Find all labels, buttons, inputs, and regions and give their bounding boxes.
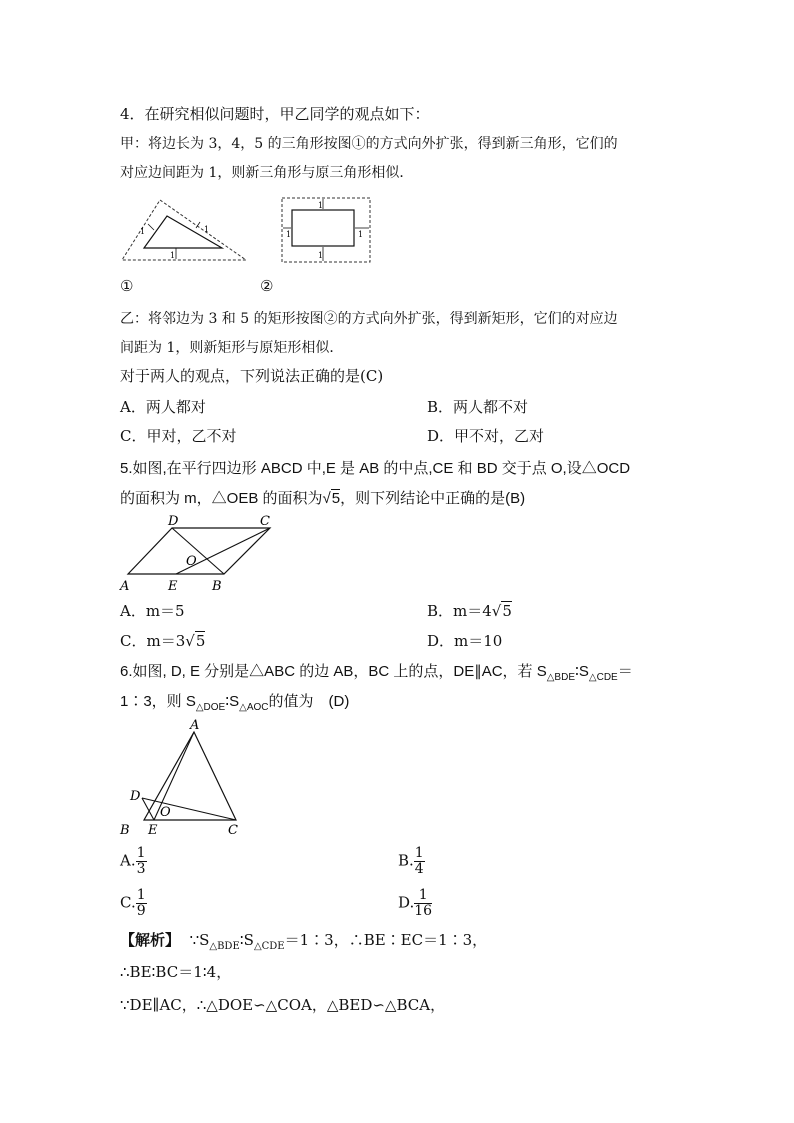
label-e: E bbox=[148, 823, 158, 838]
gap-label: 1 bbox=[170, 251, 176, 260]
q5-option-a: A．m＝5 bbox=[120, 602, 185, 620]
label-a: A bbox=[120, 579, 130, 594]
label-c: C bbox=[228, 823, 238, 838]
analysis-line2: ∴BE∶BC＝1∶4， bbox=[120, 963, 232, 981]
q6-option-a: A. $\frac{1}{3}$ bbox=[120, 845, 146, 877]
gap-label: 1 bbox=[286, 230, 292, 239]
label-c: C bbox=[260, 514, 270, 529]
outer-rectangle bbox=[282, 198, 370, 262]
label-o: O bbox=[160, 805, 171, 820]
gap-label: 1 bbox=[358, 230, 364, 239]
q6-option-b: B. $\frac{1}{4}$ bbox=[398, 845, 424, 877]
analysis-line1: 【解析】 $\because S_{\triangle BDE}∶S_{\triangle CDE}=1∶3$，∴BE∶EC＝1∶3， bbox=[120, 931, 488, 952]
q4-option-b: B．两人都不对 bbox=[427, 398, 529, 416]
figure-2-rectangles bbox=[280, 196, 372, 266]
q4-option-c: C．甲对，乙不对 bbox=[120, 427, 237, 445]
gap-label: 1 bbox=[140, 227, 146, 236]
parallelogram-abcd bbox=[128, 528, 270, 574]
gap-label: 1 bbox=[318, 201, 324, 210]
q5-option-d: D．m＝10 bbox=[427, 632, 503, 650]
label-d: D bbox=[130, 789, 141, 804]
label-e: E bbox=[168, 579, 178, 594]
q4-option-d: D．甲不对，乙对 bbox=[427, 427, 545, 445]
q4-yi-line1: 乙：将邻边为 3 和 5 的矩形按图②的方式向外扩张，得到新矩形，它们的对应边 bbox=[120, 311, 618, 327]
triangle-abc bbox=[144, 732, 236, 820]
segment-bd bbox=[172, 528, 224, 574]
q5-option-c: C．m＝3√5 bbox=[120, 632, 206, 650]
label-b: B bbox=[120, 823, 130, 838]
label-a: A bbox=[190, 718, 200, 733]
q5-stem-line1: 5.如图,在平行四边形 ABCD 中,E 是 AB 的中点,CE 和 BD 交于点 O,设△OCD bbox=[120, 460, 631, 477]
q5-stem-line2: 的面积为 m，△OEB 的面积为√5，则下列结论中正确的是(B) bbox=[120, 490, 526, 507]
gap-label: 1 bbox=[204, 225, 210, 234]
figure-1-label: ① bbox=[120, 277, 134, 295]
figure-1-triangles bbox=[118, 196, 250, 266]
q4-jia-line1: 甲：将边长为 3，4，5 的三角形按图①的方式向外扩张，得到新三角形，它们的 bbox=[120, 136, 618, 152]
q6-stem-line2: 1∶3，则 $S_{\triangle DOE}∶S_{\triangle AOC}$的值为 (D) bbox=[120, 693, 350, 713]
q4-option-a: A．两人都对 bbox=[120, 398, 206, 416]
label-b: B bbox=[212, 579, 222, 594]
q5-option-b: B．m＝4√5 bbox=[427, 602, 512, 620]
q4-question: 对于两人的观点，下列说法正确的是(C) bbox=[120, 367, 384, 385]
analysis-line3: ∵DE∥AC，∴△DOE∽△COA，△BED∽△BCA， bbox=[120, 996, 446, 1014]
segment-de bbox=[142, 798, 154, 820]
inner-rectangle bbox=[292, 210, 354, 246]
figure-2-label: ② bbox=[260, 277, 274, 295]
figure-parallelogram bbox=[116, 512, 280, 596]
q4-stem: 4．在研究相似问题时，甲乙同学的观点如下： bbox=[120, 105, 430, 123]
q6-stem-line1: 6.如图, D, E 分别是△ABC 的边 AB，BC 上的点，DE∥AC，若 $S_{\triangle BDE}∶S_{\triangle CDE}=$ bbox=[120, 663, 633, 683]
figure-triangle-abc bbox=[116, 716, 256, 840]
gap-label: 1 bbox=[318, 251, 324, 260]
q6-option-c: C. $\frac{1}{9}$ bbox=[120, 887, 146, 919]
q6-option-d: D. $\frac{1}{16}$ bbox=[398, 887, 433, 919]
q4-jia-line2: 对应边间距为 1，则新三角形与原三角形相似． bbox=[120, 165, 414, 181]
label-d: D bbox=[168, 514, 179, 529]
label-o: O bbox=[186, 554, 197, 569]
q4-yi-line2: 间距为 1，则新矩形与原矩形相似． bbox=[120, 340, 344, 356]
inner-triangle bbox=[144, 216, 222, 248]
